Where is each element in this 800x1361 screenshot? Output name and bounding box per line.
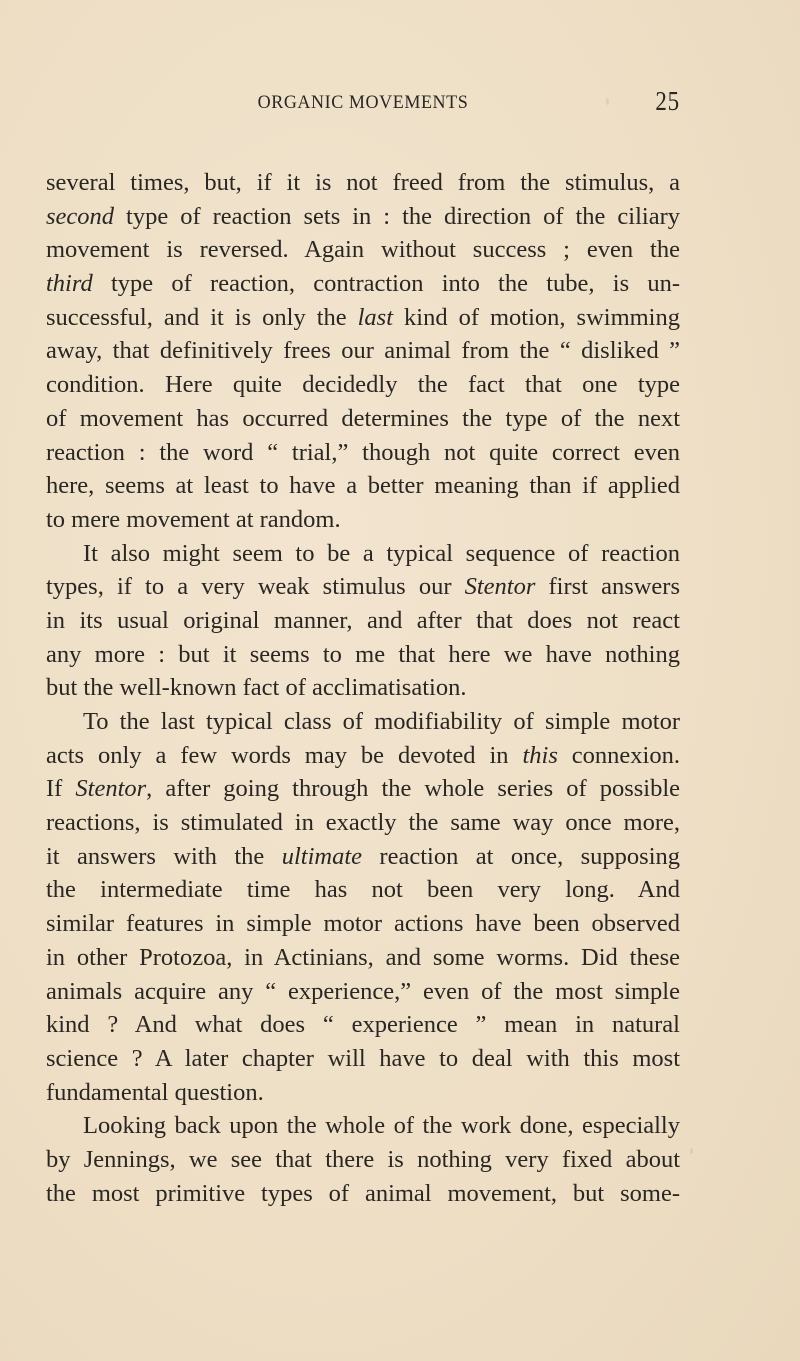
text-segment: fundamental question. xyxy=(46,1078,264,1106)
text-segment: kind ? And what does “ experience ” mean in natural xyxy=(46,1011,680,1039)
paper-stain xyxy=(690,1148,693,1154)
text-segment: To the last typical class of modifiability of simple motor xyxy=(83,708,680,735)
text-line xyxy=(46,166,680,200)
text-line xyxy=(46,1076,680,1110)
text-line xyxy=(46,402,680,436)
text-segment: first answers xyxy=(535,573,680,601)
text-line xyxy=(46,907,680,941)
text-segment: kind of motion, swimming xyxy=(393,303,680,331)
text-line xyxy=(46,469,680,503)
text-segment: of movement has occurred determines the type of the next xyxy=(46,404,680,432)
text-segment: animals acquire any “ experience,” even of the most simple xyxy=(46,977,680,1005)
italic-term: this xyxy=(522,741,558,769)
text-line xyxy=(46,1177,680,1211)
text-line xyxy=(46,941,680,975)
text-line xyxy=(46,233,680,267)
text-segment: reaction at once, supposing xyxy=(362,842,680,870)
text-segment: science ? A later chapter will have to deal with this most xyxy=(46,1044,680,1072)
text-segment: to mere movement at random. xyxy=(46,505,341,533)
text-segment: similar features in simple motor actions have been observed xyxy=(46,910,680,938)
italic-term: ultimate xyxy=(281,842,362,870)
text-line xyxy=(46,334,680,368)
text-segment: the intermediate time has not been very long. And xyxy=(46,876,680,904)
text-line xyxy=(46,267,680,301)
text-segment: movement is reversed. Again without success ; even the xyxy=(46,236,680,264)
text-line xyxy=(46,873,680,907)
text-line xyxy=(46,570,680,604)
text-segment: type of reaction sets in : the direction of the ciliary xyxy=(114,202,680,230)
paragraph-first-line xyxy=(46,1109,680,1143)
text-segment: If xyxy=(46,775,76,803)
italic-term: Stentor xyxy=(464,573,536,601)
text-line xyxy=(46,739,680,773)
text-segment: any more : but it seems to me that here we have nothing xyxy=(46,640,680,668)
italic-term: third xyxy=(46,270,93,298)
text-line xyxy=(46,840,680,874)
text-segment: types, if to a very weak stimulus our xyxy=(46,573,465,601)
text-segment: reactions, is stimulated in exactly the same way once more, xyxy=(46,809,680,837)
page-header xyxy=(46,86,680,126)
text-line xyxy=(46,503,680,537)
text-segment: several times, but, if it is not freed from the stimulus, a xyxy=(46,169,680,196)
text-segment: the most primitive types of animal movement, but some- xyxy=(46,1179,680,1207)
text-segment: connexion. xyxy=(557,741,680,769)
text-segment: by Jennings, we see that there is nothing very fixed about xyxy=(46,1145,680,1173)
text-segment: acts only a few words may be devoted in xyxy=(46,741,523,769)
text-segment: away, that definitively frees our animal from the “ disliked ” xyxy=(46,337,680,365)
text-segment: , after going through the whole series of possible xyxy=(146,775,680,803)
running-title: ORGANIC MOVEMENTS xyxy=(257,92,469,113)
text-line xyxy=(46,1042,680,1076)
italic-term: last xyxy=(357,303,394,331)
text-line xyxy=(46,200,680,234)
italic-term: Stentor xyxy=(75,775,147,803)
text-segment: here, seems at least to have a better meaning than if applied xyxy=(46,472,680,500)
text-segment: successful, and it is only the xyxy=(46,303,358,331)
text-segment: condition. Here quite decidedly the fact that one type xyxy=(46,371,680,399)
text-line xyxy=(46,604,680,638)
italic-term: second xyxy=(46,202,115,230)
paragraph-first-line xyxy=(46,705,680,739)
text-segment: reaction : the word “ trial,” though not quite correct even xyxy=(46,438,680,466)
text-line xyxy=(46,671,680,705)
paragraph-first-line xyxy=(46,537,680,571)
text-line xyxy=(46,806,680,840)
text-line xyxy=(46,1143,680,1177)
text-segment: in its usual original manner, and after that does not react xyxy=(46,606,680,634)
text-line xyxy=(46,638,680,672)
page-number: 25 xyxy=(655,86,680,116)
text-segment: but the well-known fact of acclimatisation. xyxy=(46,674,467,702)
text-line xyxy=(46,975,680,1009)
body-text xyxy=(46,166,680,1210)
text-line xyxy=(46,368,680,402)
text-line xyxy=(46,436,680,470)
text-segment: type of reaction, contraction into the tube, is un- xyxy=(92,270,680,298)
text-segment: Looking back upon the whole of the work done, especially xyxy=(83,1112,680,1140)
text-line xyxy=(46,1008,680,1042)
text-line xyxy=(46,772,680,806)
text-line xyxy=(46,301,680,335)
text-segment: in other Protozoa, in Actinians, and some worms. Did these xyxy=(46,943,680,971)
text-segment: it answers with the xyxy=(46,842,282,870)
text-segment: It also might seem to be a typical sequence of reaction xyxy=(83,539,680,567)
